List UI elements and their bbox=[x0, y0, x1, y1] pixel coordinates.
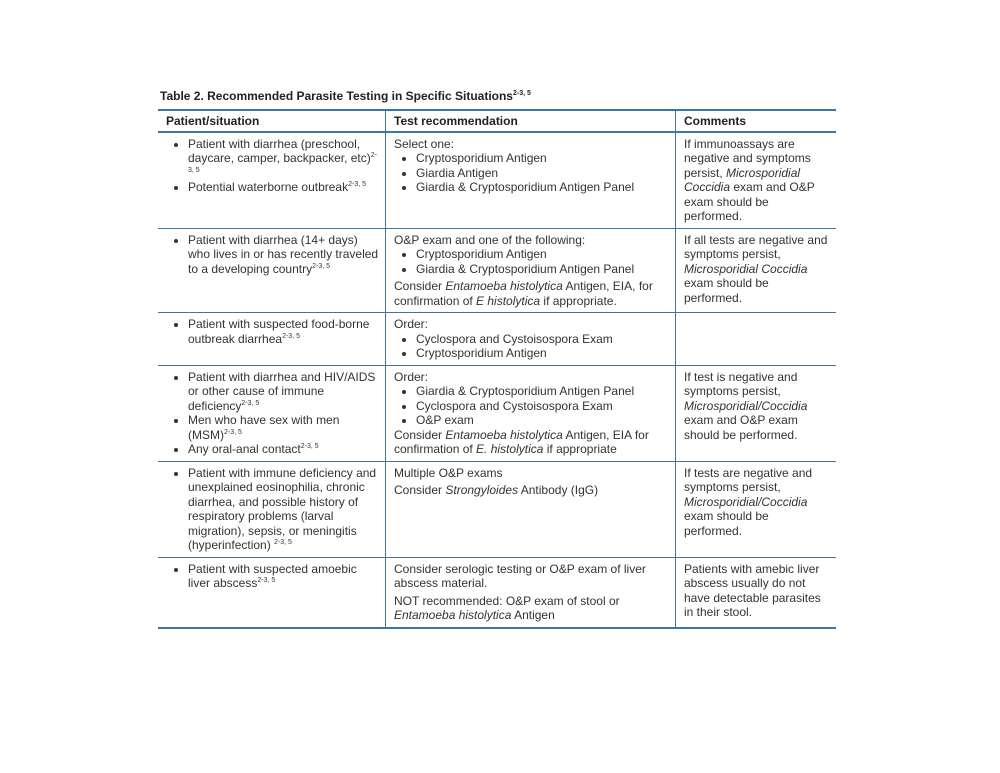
test-item: • Giardia & Cryptosporidium Antigen Panel bbox=[416, 262, 669, 277]
table-row bbox=[158, 461, 836, 557]
parasite-testing-table bbox=[158, 109, 836, 629]
test-lead: Select one: bbox=[394, 136, 455, 151]
patient-item: • Patient with immune deficiency and unexplained eosinophilia, chronic diarrhea, and possible history of respiratory problems (larval migration), sepsis, or meningitis (hyperinfection) $^{2-3, 5}$ bbox=[188, 466, 379, 553]
patient-item: • Patient with diarrhea (14+ days) who lives in or has recently traveled to a developing country$^{2-3, 5}$ bbox=[188, 233, 379, 277]
table-row bbox=[158, 132, 836, 229]
test-lead: O&P exam and one of the following: bbox=[394, 232, 586, 247]
test-item: • Cryptosporidium Antigen bbox=[416, 247, 669, 262]
test-lead: Order: bbox=[394, 317, 429, 331]
test-note: Consider Entamoeba histolytica Antigen, EIA for confirmation of E. histolytica if appropriate bbox=[394, 427, 649, 456]
patient-cell bbox=[158, 365, 386, 461]
test-item: • Giardia & Cryptosporidium Antigen Panel bbox=[416, 180, 669, 195]
test-cell bbox=[386, 313, 676, 366]
patient-cell bbox=[158, 461, 386, 557]
comment-cell: Patients with amebic liver abscess usually do not have detectable parasites in their stool. bbox=[676, 557, 837, 628]
test-cell bbox=[386, 557, 676, 628]
test-item: • Cyclospora and Cystoisospora Exam bbox=[416, 332, 669, 347]
patient-cell bbox=[158, 132, 386, 229]
comment-cell: If tests are negative and symptoms persist, Microsporidial/Coccidia exam should be performed. bbox=[676, 461, 837, 557]
test-cell bbox=[386, 228, 676, 313]
test-lead: Consider serologic testing or O&P exam of liver abscess material. bbox=[394, 561, 646, 590]
patient-cell bbox=[158, 228, 386, 313]
patient-item: • Patient with diarrhea and HIV/AIDS or other cause of immune deficiency$^{2-3, 5}$ bbox=[188, 370, 379, 414]
test-cell bbox=[386, 365, 676, 461]
patient-cell bbox=[158, 313, 386, 366]
test-cell bbox=[386, 132, 676, 229]
patient-item: • Patient with diarrhea (preschool, daycare, camper, backpacker, etc)$^{2-3, 5}$ bbox=[188, 137, 379, 181]
test-item: • Cryptosporidium Antigen bbox=[416, 346, 669, 361]
comment-cell bbox=[676, 313, 837, 366]
patient-item: • Potential waterborne outbreak$^{2-3, 5}$ bbox=[188, 180, 379, 195]
test-lead: Order: bbox=[394, 369, 429, 384]
header-test-recommendation: Test recommendation bbox=[386, 110, 676, 132]
table-row bbox=[158, 228, 836, 313]
table-row bbox=[158, 365, 836, 461]
patient-item: • Men who have sex with men (MSM)$^{2-3, 5}$ bbox=[188, 413, 379, 442]
patient-item: • Patient with suspected food-borne outbreak diarrhea$^{2-3, 5}$ bbox=[188, 317, 379, 346]
test-item: • O&P exam bbox=[416, 413, 669, 428]
caption-text: Table 2. Recommended Parasite Testing in Specific Situations bbox=[160, 89, 513, 103]
test-item: • Cyclospora and Cystoisospora Exam bbox=[416, 399, 669, 414]
comment-cell: If all tests are negative and symptoms persist, Microsporidial Coccidia exam should be performed. bbox=[676, 228, 837, 313]
test-item: • Giardia & Cryptosporidium Antigen Panel bbox=[416, 384, 669, 399]
patient-cell bbox=[158, 557, 386, 628]
patient-item: • Any oral-anal contact$^{2-3, 5}$ bbox=[188, 442, 379, 457]
header-patient-situation: Patient/situation bbox=[158, 110, 386, 132]
test-item: • Cryptosporidium Antigen bbox=[416, 151, 669, 166]
test-lead: Multiple O&P exams bbox=[394, 465, 503, 480]
caption-reference: 2-3, 5 bbox=[512, 90, 531, 97]
header-comments: Comments bbox=[676, 110, 837, 132]
comment-cell: If immunoassays are negative and symptoms persist, Microsporidial Coccidia exam and O&P exam should be performed. bbox=[676, 132, 837, 229]
table-row bbox=[158, 557, 836, 628]
test-note: Consider Entamoeba histolytica Antigen, EIA, for confirmation of E histolytica if appropriate. bbox=[394, 279, 653, 308]
comment-cell: If test is negative and symptoms persist, Microsporidial/Coccidia exam and O&P exam should be performed. bbox=[676, 365, 837, 461]
table-caption bbox=[160, 89, 531, 103]
header-row bbox=[158, 110, 836, 132]
patient-item: • Patient with suspected amoebic liver abscess$^{2-3, 5}$ bbox=[188, 562, 379, 591]
test-note: Consider Strongyloides Antibody (IgG) bbox=[394, 483, 599, 497]
test-cell bbox=[386, 461, 676, 557]
test-note: NOT recommended: O&P exam of stool or Entamoeba histolytica Antigen bbox=[394, 593, 620, 622]
test-item: • Giardia Antigen bbox=[416, 166, 669, 181]
table-row bbox=[158, 313, 836, 366]
